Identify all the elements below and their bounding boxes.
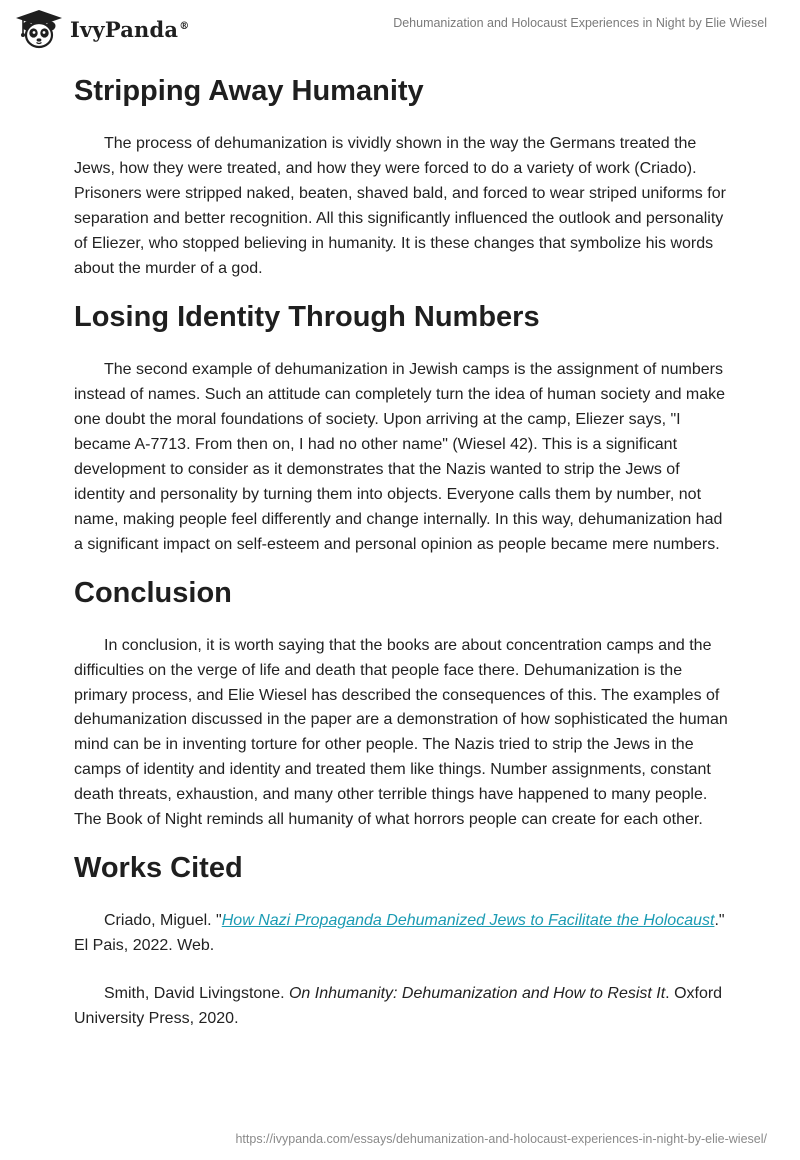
running-title: Dehumanization and Holocaust Experiences in Night by Elie Wiesel bbox=[393, 16, 767, 30]
section-heading: Losing Identity Through Numbers bbox=[74, 301, 540, 334]
section-paragraph: The process of dehumanization is vividly shown in the way the Germans treated the Jews, how they were treated, and how they were forced to do a variety of work (Criado). Prisoners were stripped naked, beaten, shaved bald, and forced to wear striped uniforms for separation and better recognition. All this significantly influenced the outlook and personality of Eliezer, who stopped believing in humanity. It is these changes that symbolize his words about the murder of a god. bbox=[74, 135, 726, 277]
citation-entry: Smith, David Livingstone. On Inhumanity: Dehumanization and How to Resist It. Oxford University Press, 2020. bbox=[74, 984, 723, 1027]
citation-link[interactable]: How Nazi Propaganda Dehumanized Jews to Facilitate the Holocaust bbox=[221, 911, 715, 929]
panda-graduate-icon bbox=[14, 8, 64, 50]
brand-name: IvyPanda® bbox=[70, 16, 190, 42]
brand-logo[interactable] bbox=[14, 8, 189, 50]
section-paragraph: In conclusion, it is worth saying that the books are about concentration camps and the difficulties on the verge of life and death that people face there. Dehumanization is the primary process, and Elie Wiesel has described the consequences of this. The examples of dehumanization discussed in the paper are a demonstration of how sophisticated the human mind can be in inventing torture for other people. The Nazis tried to strip the Jews in the camps of identity and identity and treated them like things. Number assignments, constant death threats, exhaustion, and many other terrible things have happened to many people. The Book of Night reminds all humanity of what horrors people can create for each other. bbox=[74, 636, 728, 829]
citation-entry: Criado, Miguel. "How Nazi Propaganda Dehumanized Jews to Facilitate the Holocaust." El Pais, 2022. Web. bbox=[74, 911, 725, 954]
section-heading: Stripping Away Humanity bbox=[74, 75, 424, 107]
section-paragraph: The second example of dehumanization in Jewish camps is the assignment of numbers instead of names. Such an attitude can completely turn the idea of human society and make one doubt the moral foundations of society. Upon arriving at the camp, Eliezer says, "I became A-7713. From then on, I had no other name" (Wiesel 42). This is a significant development to consider as it demonstrates that the Nazis wanted to strip the Jews of identity and personality by turning them into objects. Everyone calls them by number, not name, making people feel differently and change internally. In this way, dehumanization had a significant impact on self-esteem and personal opinion as people became mere numbers. bbox=[74, 361, 726, 553]
source-url[interactable]: https://ivypanda.com/essays/dehumanization-and-holocaust-experiences-in-night-by-elie-wiesel/ bbox=[235, 1132, 767, 1146]
page-header bbox=[0, 0, 800, 60]
works-cited-heading: Works Cited bbox=[74, 851, 243, 884]
section-heading: Conclusion bbox=[74, 576, 232, 609]
essay-content bbox=[74, 70, 729, 1032]
book-title: On Inhumanity: Dehumanization and How to Resist It bbox=[288, 984, 666, 1002]
